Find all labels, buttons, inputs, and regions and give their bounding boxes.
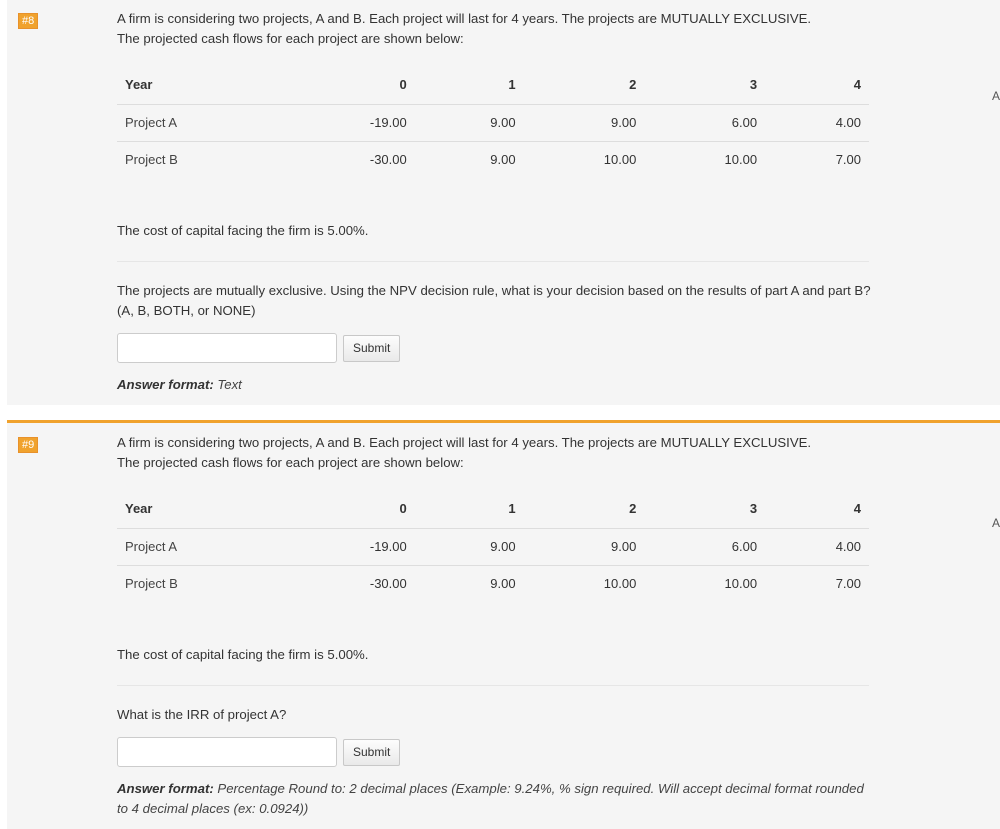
cell: -30.00: [369, 151, 407, 167]
answer-input[interactable]: [117, 333, 337, 363]
question-content: [117, 433, 877, 819]
answer-format-text: Text: [217, 377, 242, 392]
question-8: [7, 0, 1000, 405]
cell: 10.00: [603, 575, 637, 591]
header-year: Year: [117, 491, 300, 528]
intro-line-2: The projected cash flows for each project are shown below:: [117, 31, 464, 46]
cell: 9.00: [415, 104, 524, 141]
header-year-4: 4: [765, 67, 869, 104]
table-row: [117, 104, 869, 141]
edge-text: A: [992, 89, 1000, 103]
cell: 7.00: [835, 151, 861, 167]
question-number-badge: #9: [18, 437, 38, 453]
cell: 6.00: [644, 528, 765, 565]
answer-format-label: Answer format:: [117, 781, 214, 796]
divider: [117, 261, 869, 262]
submit-button[interactable]: Submit: [343, 335, 400, 362]
cell: 4.00: [765, 104, 869, 141]
header-year-2: 2: [524, 67, 645, 104]
question-9: [7, 420, 1000, 829]
question-prompt: The projects are mutually exclusive. Using the NPV decision rule, what is your decision based on the results of part A and part B? (A, B, BOTH, or NONE): [117, 283, 871, 318]
header-year-0: 0: [300, 491, 415, 528]
question-intro: [117, 9, 877, 49]
submit-button[interactable]: Submit: [343, 739, 400, 766]
cell: 10.00: [724, 575, 758, 591]
cell: 9.00: [490, 151, 516, 167]
cell: -30.00: [369, 575, 407, 591]
cost-of-capital-text: The cost of capital facing the firm is 5.00%.: [117, 223, 369, 238]
cash-flow-table: [117, 491, 869, 602]
header-year-3: 3: [644, 67, 765, 104]
divider: [117, 685, 869, 686]
table-row: [117, 141, 869, 178]
header-year-1: 1: [415, 67, 524, 104]
intro-line-1: A firm is considering two projects, A and B. Each project will last for 4 years. The projects are MUTUALLY EXCLUSIVE.: [117, 11, 812, 26]
cell: 7.00: [835, 575, 861, 591]
cell: 9.00: [524, 528, 645, 565]
header-year-0: 0: [300, 67, 415, 104]
cell: 9.00: [524, 104, 645, 141]
cell: 9.00: [415, 528, 524, 565]
cell: 10.00: [724, 151, 758, 167]
cost-of-capital-text: The cost of capital facing the firm is 5.00%.: [117, 647, 369, 662]
cell: -19.00: [300, 104, 415, 141]
table-header-row: [117, 491, 869, 528]
answer-row: [117, 737, 877, 767]
answer-format: [117, 779, 877, 819]
cell: 9.00: [490, 575, 516, 591]
table-row: [117, 565, 869, 602]
cell: 4.00: [765, 528, 869, 565]
question-content: [117, 9, 877, 395]
answer-format: [117, 375, 877, 395]
header-year-2: 2: [524, 491, 645, 528]
answer-format-text: Percentage Round to: 2 decimal places (Example: 9.24%, % sign required. Will accept decimal format rounded to 4 decimal places (ex: 0.0924)): [117, 781, 864, 816]
intro-line-2: The projected cash flows for each project are shown below:: [117, 455, 464, 470]
row-label: Project B: [125, 575, 178, 591]
table-row: [117, 528, 869, 565]
cell: 10.00: [603, 151, 637, 167]
question-intro: [117, 433, 877, 473]
intro-line-1: A firm is considering two projects, A and B. Each project will last for 4 years. The projects are MUTUALLY EXCLUSIVE.: [117, 435, 812, 450]
table-header-row: [117, 67, 869, 104]
header-year-3: 3: [644, 491, 765, 528]
question-number-badge: #8: [18, 13, 38, 29]
row-label: Project A: [117, 528, 300, 565]
edge-text: A: [992, 516, 1000, 530]
row-label: Project B: [125, 151, 178, 167]
cell: -19.00: [300, 528, 415, 565]
answer-input[interactable]: [117, 737, 337, 767]
cell: 6.00: [644, 104, 765, 141]
row-label: Project A: [117, 104, 300, 141]
answer-format-label: Answer format:: [117, 377, 214, 392]
header-year: Year: [117, 67, 300, 104]
header-year-4: 4: [765, 491, 869, 528]
header-year-1: 1: [415, 491, 524, 528]
cash-flow-table: [117, 67, 869, 178]
answer-row: [117, 333, 877, 363]
question-prompt: What is the IRR of project A?: [117, 707, 287, 722]
